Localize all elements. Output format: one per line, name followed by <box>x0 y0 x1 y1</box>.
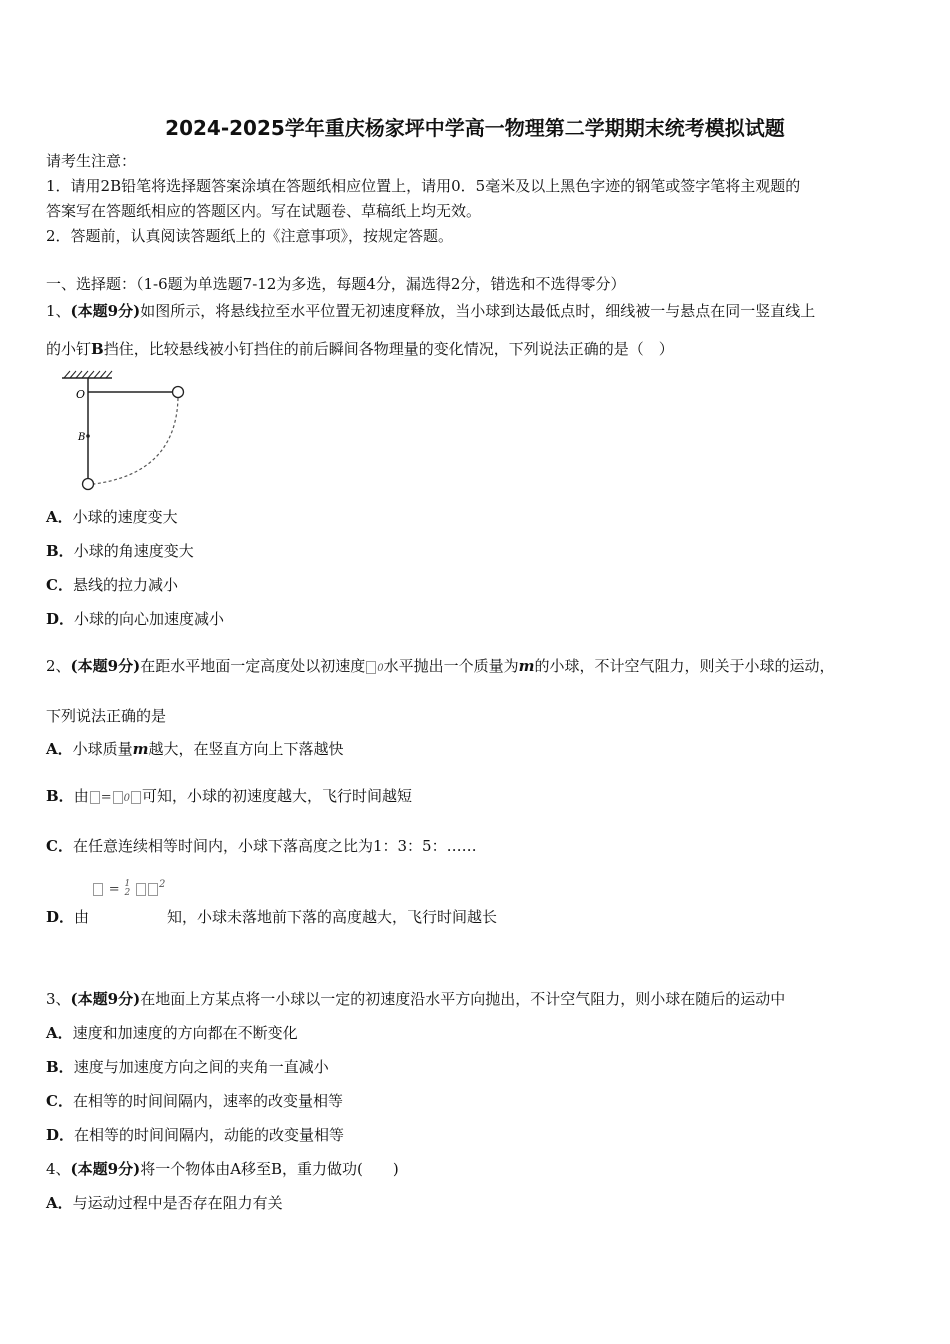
q1-option-a[interactable] <box>46 506 178 528</box>
q3-option-d[interactable] <box>46 1124 344 1146</box>
swing-path <box>94 398 178 484</box>
q4-option-a[interactable] <box>46 1192 283 1214</box>
option-label: A． <box>46 1024 73 1042</box>
q3-option-c[interactable] <box>46 1090 343 1112</box>
option-label: A． <box>46 740 73 758</box>
option-text: 可知，小球的初速度越大，飞行时间越短 <box>141 787 412 805</box>
figure-label-b: B <box>78 432 86 443</box>
q1-option-c[interactable] <box>46 574 178 596</box>
option-label: D． <box>46 610 75 628</box>
option-text: 在任意连续相等时间内，小球下落高度之比为1：3：5：…… <box>72 837 477 855</box>
q1-stem-line-2 <box>46 338 674 360</box>
q1-stem-text-2: 的小钉 <box>46 340 92 358</box>
option-text: 悬线的拉力减小 <box>72 576 178 594</box>
notice-heading: 请考生注意： <box>46 152 137 170</box>
q3-stem-text: 在地面上方某点将一小球以一定的初速度沿水平方向抛出，不计空气阻力，则小球在随后的运动中 <box>140 990 786 1008</box>
q3-stem <box>46 988 785 1010</box>
q2-option-d-formula <box>92 876 165 899</box>
exponent: 2 <box>158 879 166 890</box>
equals-sign: = <box>100 790 112 805</box>
equals-sign: = <box>108 882 120 897</box>
option-text: 速度和加速度的方向都在不断变化 <box>72 1024 298 1042</box>
ceiling-hatch <box>64 371 112 378</box>
option-text: 由 <box>73 787 89 805</box>
fraction-numerator: 1 <box>124 879 131 889</box>
option-label: D． <box>46 1126 75 1144</box>
section-heading: 一、选择题：（1-6题为单选题7-12为多选，每题4分，漏选得2分，错选和不选得零分） <box>46 275 626 293</box>
option-label: C． <box>46 1092 73 1110</box>
option-text: 与运动过程中是否存在阻力有关 <box>72 1194 283 1212</box>
q3-option-b[interactable] <box>46 1056 329 1078</box>
q1-stem-text-3: 挡住，比较悬线被小钉挡住的前后瞬间各物理量的变化情况，下列说法正确的是（ ） <box>103 340 674 358</box>
option-text: 由 <box>74 908 90 926</box>
q3-option-a[interactable] <box>46 1022 298 1044</box>
q1-option-d[interactable] <box>46 608 224 630</box>
q4-stem <box>46 1158 399 1180</box>
ball-top <box>173 387 184 398</box>
option-label: D． <box>46 908 75 926</box>
option-label: A． <box>46 508 73 526</box>
missing-glyph-icon <box>136 883 146 896</box>
mass-symbol: m <box>132 740 149 758</box>
q2-option-b[interactable] <box>46 785 412 810</box>
option-label: B． <box>46 1058 74 1076</box>
q2-option-d[interactable] <box>46 906 497 928</box>
q2-number: 2、 <box>46 657 71 675</box>
notice-line-2: 答案写在答题纸相应的答题区内。写在试题卷、草稿纸上均无效。 <box>46 202 482 220</box>
mass-symbol: m <box>518 657 535 675</box>
missing-glyph-icon <box>90 791 100 804</box>
q1-nail-label: B <box>91 340 104 358</box>
page-title: 2024-2025学年重庆杨家坪中学高一物理第二学期期末统考模拟试题 <box>165 116 785 140</box>
q2-stem-text-1: 在距水平地面一定高度处以初速度 <box>140 657 366 675</box>
q1-pendulum-figure <box>56 368 206 496</box>
nail-point <box>86 434 90 438</box>
option-text: 小球的速度变大 <box>72 508 178 526</box>
option-label: B． <box>46 787 74 805</box>
q1-number: 1、 <box>46 302 71 320</box>
q4-number: 4、 <box>46 1160 71 1178</box>
q1-score: (本题9分) <box>70 302 141 320</box>
q1-stem-line-1 <box>46 300 815 322</box>
option-text: 知，小球未落地前下落的高度越大，飞行时间越长 <box>167 908 498 926</box>
q2-option-c[interactable] <box>46 835 477 857</box>
option-text: 小球的向心加速度减小 <box>74 610 225 628</box>
option-text: 在相等的时间间隔内，动能的改变量相等 <box>74 1126 345 1144</box>
option-text: 越大，在竖直方向上下落越快 <box>148 740 344 758</box>
q2-stem-text-2: 水平抛出一个质量为 <box>383 657 519 675</box>
ball-bottom <box>83 479 94 490</box>
q1-option-b[interactable] <box>46 540 194 562</box>
q4-stem-text: 将一个物体由A移至B，重力做功( ) <box>140 1160 399 1178</box>
q3-score: (本题9分) <box>70 990 141 1008</box>
q2-stem-line-2: 下列说法正确的是 <box>46 707 167 725</box>
q3-number: 3、 <box>46 990 71 1008</box>
option-label: A． <box>46 1194 73 1212</box>
q2-option-a[interactable] <box>46 738 344 760</box>
option-text: 速度与加速度方向之间的夹角一直减小 <box>73 1058 329 1076</box>
v0-subscript: 0 <box>123 793 130 804</box>
option-label: B． <box>46 542 74 560</box>
missing-glyph-icon <box>113 791 123 804</box>
fraction-denominator: 2 <box>124 888 131 898</box>
option-label: C． <box>46 837 73 855</box>
v0-subscript: 0 <box>377 663 384 674</box>
option-text: 在相等的时间间隔内，速率的改变量相等 <box>72 1092 343 1110</box>
q1-stem-text-1: 如图所示，将悬线拉至水平位置无初速度释放，当小球到达最低点时，细线被一与悬点在同一竖直线上 <box>140 302 816 320</box>
q4-score: (本题9分) <box>70 1160 141 1178</box>
notice-line-1: 1．请用2B铅笔将选择题答案涂填在答题纸相应位置上，请用0．5毫米及以上黑色字迹的钢笔或签字笔将主观题的 <box>46 177 801 195</box>
missing-glyph-icon <box>93 883 103 896</box>
missing-glyph-icon <box>148 883 158 896</box>
option-label: C． <box>46 576 73 594</box>
option-text: 小球的角速度变大 <box>73 542 194 560</box>
missing-glyph-icon <box>366 661 376 674</box>
option-text: 小球质量 <box>72 740 133 758</box>
q2-score: (本题9分) <box>70 657 141 675</box>
notice-line-3: 2．答题前，认真阅读答题纸上的《注意事项》，按规定答题。 <box>46 227 454 245</box>
fraction-half <box>124 880 130 898</box>
q2-stem-line-1 <box>46 655 834 680</box>
figure-label-o: O <box>76 388 86 401</box>
missing-glyph-icon <box>131 791 141 804</box>
q2-stem-text-3: 的小球，不计空气阻力，则关于小球的运动， <box>534 657 835 675</box>
